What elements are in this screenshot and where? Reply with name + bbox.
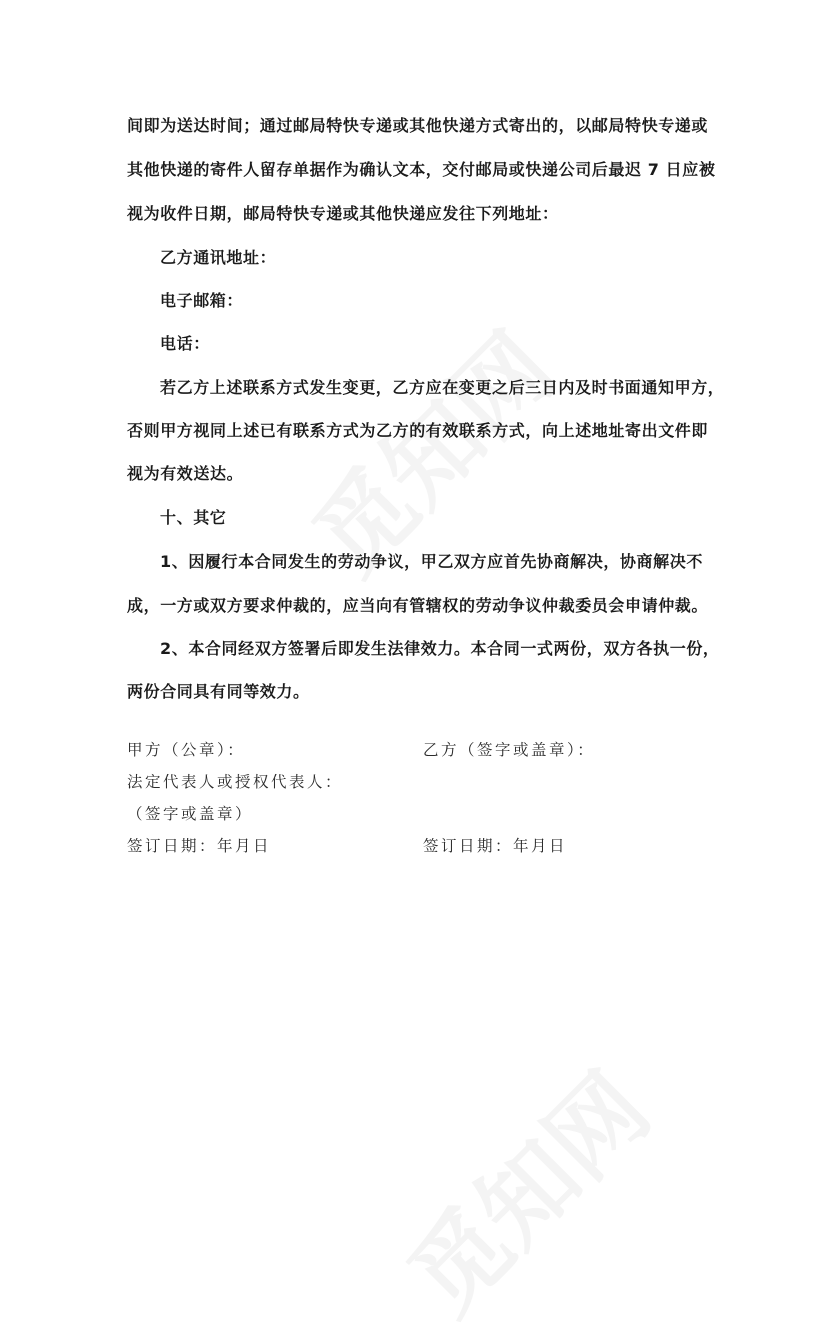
clause-2-line: 两份合同具有同等效力。 <box>127 682 310 701</box>
watermark <box>374 1038 675 1339</box>
party-b-address-label: 乙方通讯地址： <box>160 248 277 267</box>
sign-or-seal-label: （签字或盖章） <box>127 805 254 823</box>
phone-label: 电话： <box>160 334 210 353</box>
section-title: 十、其它 <box>160 508 227 527</box>
clause-1-line: 成，一方或双方要求仲裁的，应当向有管辖权的劳动争议仲裁委员会申请仲裁。 <box>127 596 709 615</box>
party-a-seal-label: 甲方（公章）： <box>127 741 246 759</box>
paragraph-line: 视为有效送达。 <box>127 464 244 483</box>
paragraph-line: 其他快递的寄件人留存单据作为确认文本，交付邮局或快递公司后最迟 7 日应被 <box>127 160 716 179</box>
party-a-date-label: 签订日期：年月日 <box>127 837 272 855</box>
paragraph-line: 若乙方上述联系方式发生变更，乙方应在变更之后三日内及时书面通知甲方， <box>160 378 725 397</box>
legal-rep-label: 法定代表人或授权代表人： <box>127 773 344 791</box>
party-b-sign-label: 乙方（签字或盖章）： <box>423 741 596 759</box>
clause-1-line: 1、因履行本合同发生的劳动争议，甲乙双方应首先协商解决，协商解决不 <box>160 552 703 571</box>
email-label: 电子邮箱： <box>160 291 244 310</box>
paragraph-line: 否则甲方视同上述已有联系方式为乙方的有效联系方式，向上述地址寄出文件即 <box>127 421 709 440</box>
paragraph-line: 间即为送达时间；通过邮局特快专递或其他快递方式寄出的，以邮局特快专递或 <box>127 116 709 135</box>
paragraph-line: 视为收件日期，邮局特快专递或其他快递应发往下列地址： <box>127 204 559 223</box>
party-b-date-label: 签订日期：年月日 <box>423 837 568 855</box>
clause-2-line: 2、本合同经双方签署后即发生法律效力。本合同一式两份，双方各执一份， <box>160 639 720 658</box>
